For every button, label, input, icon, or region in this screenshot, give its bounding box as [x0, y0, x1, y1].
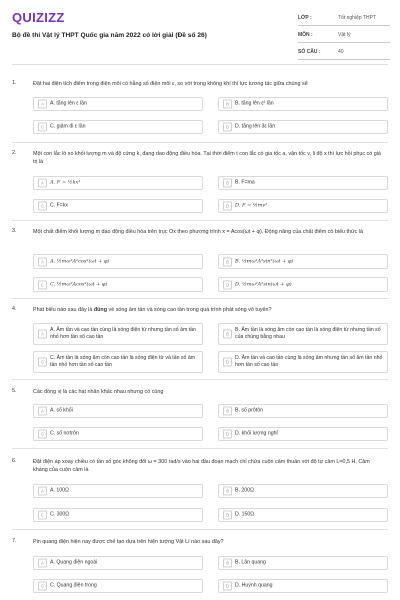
option-d[interactable] — [218, 579, 388, 593]
option-text: D. F = ½mv² — [235, 202, 268, 209]
question-text: Một con lắc lò xo khối lượng m và độ cứng k, đang dao động điều hòa. Tại thời điểm t con lắc có gia tốc a, vận tốc v, li độ x thì lực hồi phục có giá trị là — [33, 151, 381, 165]
option-text: D. Âm tần và cao tần cùng là sóng âm nhưng tần số âm tần nhỏ hơn tần số cao tần — [235, 355, 383, 368]
option-letter: B — [223, 257, 232, 266]
option-d[interactable] — [218, 427, 388, 441]
option-c[interactable] — [33, 508, 203, 522]
option-text: B. tăng lên ε² lần — [235, 100, 274, 107]
meta-table — [298, 9, 390, 60]
option-c[interactable] — [33, 277, 203, 292]
option-letter: A — [38, 407, 47, 416]
option-b[interactable] — [218, 556, 388, 570]
option-d[interactable] — [218, 120, 388, 134]
option-text: C. F=kx — [50, 202, 69, 209]
option-letter: C — [38, 430, 47, 439]
option-b[interactable] — [218, 254, 388, 269]
option-a[interactable] — [33, 97, 203, 111]
meta-value: Vật lý — [338, 32, 351, 38]
option-letter: D — [223, 511, 232, 520]
option-letter: A — [38, 330, 47, 339]
option-letter: C — [38, 582, 47, 591]
meta-value: 40 — [338, 49, 344, 55]
option-c[interactable] — [33, 351, 203, 373]
option-b[interactable] — [218, 484, 388, 498]
header-divider — [12, 64, 388, 65]
option-letter: D — [223, 582, 232, 591]
option-letter: C — [38, 511, 47, 520]
meta-row-class — [298, 9, 390, 26]
option-letter: C — [38, 280, 47, 289]
option-text: D. tăng lên 3ε lần — [235, 123, 276, 130]
option-letter: C — [38, 358, 47, 367]
question-1 — [12, 80, 388, 140]
quizizz-logo: QUIZIZZ — [12, 10, 65, 25]
option-letter: C — [38, 123, 47, 132]
question-4 — [12, 306, 388, 378]
question-5 — [12, 388, 388, 446]
option-letter: D — [223, 358, 232, 367]
meta-value: Tốt nghiệp THPT — [338, 15, 376, 21]
option-text: C. Âm tần là sóng âm còn cao tần là sóng điện từ và tần số âm tần nhỏ hơn tần số cao tần — [50, 355, 196, 368]
document-title: Bộ đề thi Vật lý THPT Quốc gia năm 2022 có lời giải (Đề số 26) — [12, 32, 207, 39]
question-divider — [12, 448, 388, 449]
option-text: A. 100Ω — [50, 487, 69, 494]
option-text: D. 150Ω — [235, 511, 255, 518]
option-text: D. Huỳnh quang — [235, 582, 273, 589]
option-letter: B — [223, 179, 232, 188]
option-text: B. F=ma — [235, 179, 255, 186]
option-letter: D — [223, 123, 232, 132]
option-letter: A — [38, 487, 47, 496]
option-text: C. 300Ω — [50, 511, 70, 518]
question-text: Pin quang điện hiện nay được chế tạo dựa trên hiện tượng Vật Lí nào sau đây? — [33, 539, 224, 545]
option-letter: A — [38, 179, 47, 188]
option-text: B. Âm tần là sóng âm còn cao tần là sóng điện từ nhưng tần số của chúng bằng nhau — [235, 327, 381, 340]
meta-row-count — [298, 43, 390, 60]
question-text: Một chất điểm khối lượng m dao động điều hòa trên trục Ox theo phương trình x = Acos(ωt + φ). Động năng của chất điểm có biểu thức là — [33, 229, 364, 235]
option-letter: B — [223, 407, 232, 416]
option-c[interactable] — [33, 579, 203, 593]
question-number: 7. — [12, 538, 17, 544]
option-text: D. ½mω²A²sin(ωt + φ) — [235, 281, 292, 287]
option-letter: D — [223, 430, 232, 439]
option-letter: B — [223, 559, 232, 568]
question-divider — [12, 298, 388, 299]
option-a[interactable] — [33, 323, 203, 345]
option-text: C. ½mω²Acos²(ωt + φ) — [50, 281, 108, 287]
question-number: 6. — [12, 458, 17, 464]
option-c[interactable] — [33, 427, 203, 441]
option-text: A. Âm tần và cao tần cùng là sóng điện từ nhưng tần số âm tần nhỏ hơn tần số cao tần — [50, 327, 196, 340]
option-letter: B — [223, 487, 232, 496]
question-number: 2. — [12, 150, 17, 156]
option-text: A. ½mω²A²cos²(ωt + φ) — [50, 258, 110, 264]
option-text: D. khối lượng nghỉ — [235, 430, 278, 437]
option-letter: A — [38, 559, 47, 568]
option-text: A. số khối — [50, 407, 73, 414]
option-b[interactable] — [218, 97, 388, 111]
question-text: Đặt điện áp xoay chiều có tần số góc không đổi ω = 300 rad/s vào hai đầu đoạn mạch chỉ chứa cuộn cảm thuần với độ tự cảm L=0,5 H. Cảm kháng của cuộn cảm là — [33, 459, 370, 473]
option-text: A. tăng lên ε lần — [50, 100, 87, 107]
question-6 — [12, 458, 388, 528]
option-c[interactable] — [33, 199, 203, 213]
option-text: A. F = ½kx² — [50, 179, 81, 186]
meta-row-subject — [298, 26, 390, 43]
question-text: Các đồng vị là các hạt nhân khác nhau nhưng có cùng — [33, 389, 164, 395]
option-letter: B — [223, 100, 232, 109]
meta-label: LỚP : — [298, 15, 312, 21]
option-text: C. số nơtrôn — [50, 430, 79, 437]
option-a[interactable] — [33, 484, 203, 498]
question-text-part: Phát biểu nào sau đây là — [33, 307, 94, 313]
option-letter: A — [38, 100, 47, 109]
option-text: B. Lân quang — [235, 559, 266, 566]
question-number: 5. — [12, 388, 17, 394]
question-7 — [12, 538, 388, 600]
option-a[interactable] — [33, 556, 203, 570]
question-2 — [12, 150, 388, 220]
question-number: 3. — [12, 228, 17, 234]
option-text: B. 200Ω — [235, 487, 254, 494]
option-a[interactable] — [33, 176, 203, 190]
option-c[interactable] — [33, 120, 203, 134]
option-a[interactable] — [33, 254, 203, 269]
option-text: B. số prôtôn — [235, 407, 263, 414]
question-divider — [12, 220, 388, 221]
question-text-part: về sóng âm tần và sóng cao tần trong quá trình phát sóng vô tuyến? — [107, 307, 272, 313]
question-number: 1. — [12, 80, 17, 86]
option-letter: A — [38, 257, 47, 266]
option-text: A. Quang điện ngoài — [50, 559, 98, 566]
option-a[interactable] — [33, 404, 203, 418]
option-d[interactable] — [218, 199, 388, 213]
question-number: 4. — [12, 306, 17, 312]
question-text — [33, 306, 383, 314]
option-text: B. ½mω²A²sin²(ωt + φ) — [235, 258, 294, 264]
option-b[interactable] — [218, 323, 388, 345]
question-divider — [12, 379, 388, 380]
question-divider — [12, 142, 388, 143]
option-d[interactable] — [218, 508, 388, 522]
question-emphasis: đúng — [93, 307, 108, 313]
option-d[interactable] — [218, 277, 388, 292]
option-d[interactable] — [218, 351, 388, 373]
question-divider — [12, 529, 388, 530]
question-text: Đặt hai điện tích điểm trong điện môi có hằng số điện môi ε, so với trong không khí thì lực tương tác giữa chúng sẽ — [33, 81, 308, 87]
option-text: C. Quang điện trong — [50, 582, 97, 589]
option-letter: C — [38, 202, 47, 211]
option-b[interactable] — [218, 404, 388, 418]
option-letter: D — [223, 202, 232, 211]
meta-label: SỐ CÂU : — [298, 49, 321, 55]
meta-label: MÔN : — [298, 32, 313, 38]
option-letter: D — [223, 280, 232, 289]
option-b[interactable] — [218, 176, 388, 190]
question-3 — [12, 228, 388, 298]
option-letter: B — [223, 330, 232, 339]
option-text: C. giảm đi ε lần — [50, 123, 86, 130]
